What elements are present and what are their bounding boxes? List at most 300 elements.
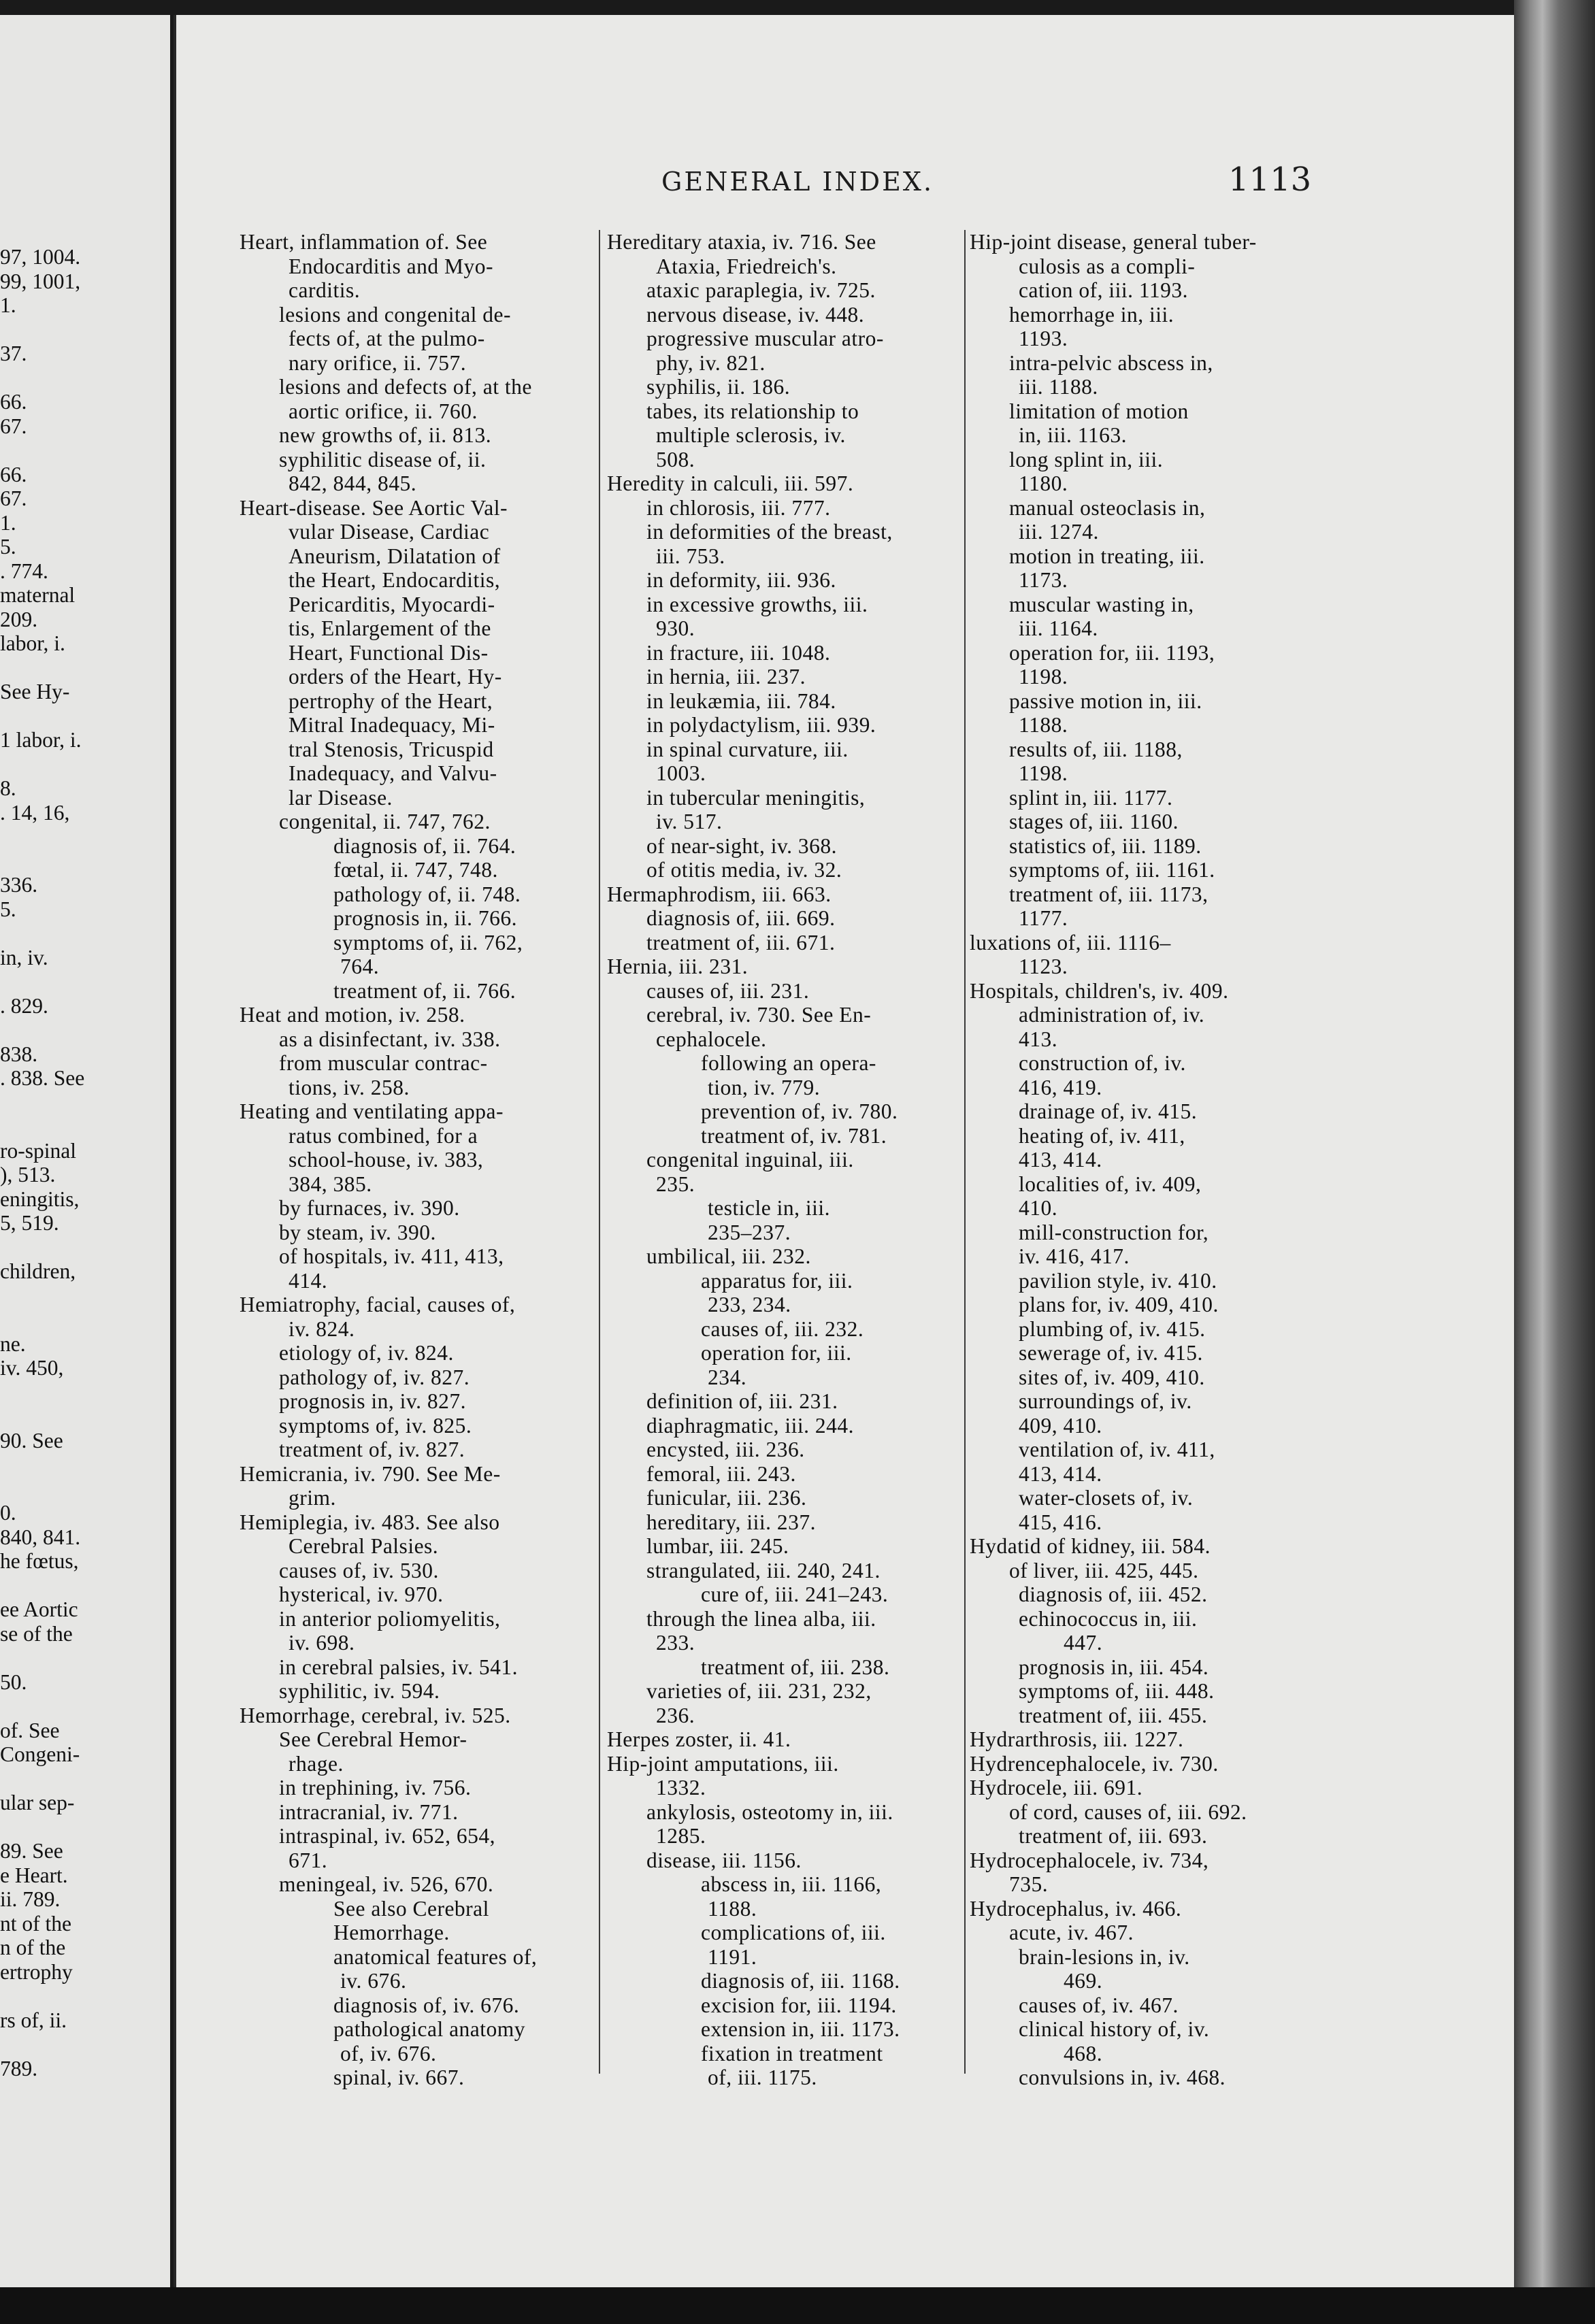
previous-page-fragment [0, 1235, 170, 1260]
previous-page-fragment: nt of the [0, 1911, 71, 1936]
index-entry-line: from muscular contrac- [279, 1051, 488, 1075]
previous-page-fragment [0, 1284, 170, 1308]
previous-page-fragment: 209. [0, 607, 38, 631]
previous-page-edge [0, 15, 170, 2287]
index-entry-line: as a disinfectant, iv. 338. [279, 1027, 501, 1051]
previous-page-fragment: 90. See [0, 1428, 63, 1452]
index-entry-line: treatment of, iii. 1173, [1009, 882, 1208, 906]
index-entry-line: Hip-joint amputations, iii. [607, 1751, 839, 1776]
index-entry-line: ataxic paraplegia, iv. 725. [646, 278, 876, 302]
index-entry-line: sewerage of, iv. 415. [1019, 1341, 1203, 1365]
previous-page-fragment [0, 656, 170, 680]
previous-page-fragment: 1 labor, i. [0, 728, 82, 752]
index-entry-line: aortic orifice, ii. 760. [289, 399, 478, 423]
previous-page-fragment [0, 704, 170, 729]
index-entry-line: meningeal, iv. 526, 670. [279, 1872, 494, 1896]
index-entry-line: anatomical features of, [333, 1944, 538, 1969]
previous-page-fragment: he fœtus, [0, 1549, 79, 1573]
index-entry-line: diagnosis of, iii. 669. [646, 906, 836, 930]
previous-page-fragment: 1. [0, 293, 16, 317]
previous-page-fragment [0, 1574, 170, 1598]
previous-page-fragment: se of the [0, 1621, 73, 1646]
index-entry-line: Herpes zoster, ii. 41. [607, 1727, 791, 1751]
index-entry-line: prognosis in, ii. 766. [333, 906, 518, 930]
previous-page-fragment: n of the [0, 1936, 66, 1959]
index-entry-line: vular Disease, Cardiac [289, 520, 490, 544]
index-entry-line: muscular wasting in, [1009, 592, 1194, 616]
index-entry-line: of otitis media, iv. 32. [646, 858, 842, 882]
index-entry-line: testicle in, iii. [708, 1196, 830, 1220]
previous-page-fragment: iv. 450, [0, 1356, 64, 1380]
previous-page-fragment [0, 849, 170, 874]
index-entry-line: 1188. [1019, 713, 1068, 737]
index-entry-line: iv. 698. [289, 1631, 355, 1655]
index-entry-line: Heart-disease. See Aortic Val- [240, 495, 508, 520]
previous-page-fragment [0, 1815, 170, 1840]
index-entry-line: 1177. [1019, 906, 1068, 930]
previous-page-fragment: of. See [0, 1718, 60, 1742]
index-entry-line: Hemicrania, iv. 790. See Me- [240, 1461, 501, 1486]
index-entry-line: splint in, iii. 1177. [1009, 785, 1173, 810]
index-entry-line: iv. 824. [289, 1316, 355, 1341]
index-column-1 [240, 230, 590, 2090]
index-entry-line: 1188. [708, 1896, 757, 1921]
index-entry-line: of hospitals, iv. 411, 413, [279, 1244, 504, 1268]
previous-page-fragment: 5, 519. [0, 1211, 59, 1235]
index-entry-line: disease, iii. 1156. [646, 1848, 802, 1872]
index-entry-line: intra-pelvic abscess in, [1009, 350, 1213, 375]
index-entry-line: tion, iv. 779. [708, 1075, 821, 1099]
index-entry-line: passive motion in, iii. [1009, 688, 1202, 713]
index-entry-line: 1198. [1019, 761, 1068, 785]
index-entry-line: 413. [1019, 1027, 1058, 1051]
index-entry-line: in deformities of the breast, [646, 520, 893, 544]
index-entry-line: 233. [656, 1631, 695, 1655]
index-entry-line: in excessive growths, iii. [646, 592, 868, 616]
index-entry-line: 235–237. [708, 1220, 791, 1244]
index-entry-line: 235. [656, 1172, 695, 1196]
index-entry-line: excision for, iii. 1194. [701, 1993, 897, 2017]
index-entry-line: congenital inguinal, iii. [646, 1148, 854, 1172]
index-entry-line: syphilitic disease of, ii. [279, 447, 487, 471]
index-entry-line: heating of, iv. 411, [1019, 1123, 1185, 1148]
index-entry-line: symptoms of, iii. 1161. [1009, 858, 1215, 882]
index-entry-line: iv. 416, 417. [1019, 1244, 1130, 1268]
index-entry-line: pertrophy of the Heart, [289, 688, 493, 713]
index-entry-line: Hip-joint disease, general tuber- [970, 230, 1257, 254]
previous-page-fragment [0, 1308, 170, 1332]
index-entry-line: pathological anatomy [333, 2017, 526, 2041]
index-entry-line: in fracture, iii. 1048. [646, 640, 831, 665]
index-entry-line: 1285. [656, 1824, 706, 1848]
index-entry-line: 234. [708, 1365, 747, 1389]
index-entry-line: Hospitals, children's, iv. 409. [970, 978, 1229, 1003]
index-entry-line: localities of, iv. 409, [1019, 1172, 1202, 1196]
index-entry-line: construction of, iv. [1019, 1051, 1186, 1075]
index-entry-line: convulsions in, iv. 468. [1019, 2065, 1226, 2089]
index-entry-line: new growths of, ii. 813. [279, 423, 492, 447]
index-entry-line: treatment of, iii. 238. [701, 1655, 890, 1679]
index-entry-line: plumbing of, iv. 415. [1019, 1316, 1206, 1341]
index-entry-line: Hemiplegia, iv. 483. See also [240, 1510, 500, 1534]
index-entry-line: funicular, iii. 236. [646, 1486, 807, 1510]
index-column-3 [970, 230, 1323, 2090]
index-entry-line: limitation of motion [1009, 399, 1189, 423]
index-entry-line: diagnosis of, iii. 452. [1019, 1582, 1208, 1606]
index-entry-line: by furnaces, iv. 390. [279, 1196, 460, 1220]
previous-page-fragment: rs of, ii. [0, 2008, 67, 2032]
index-entry-line: hereditary, iii. 237. [646, 1510, 817, 1534]
index-entry-line: treatment of, iii. 671. [646, 930, 836, 954]
previous-page-fragment: See Hy- [0, 680, 70, 703]
index-entry-line: 1193. [1019, 327, 1068, 350]
index-entry-line: of near-sight, iv. 368. [646, 833, 838, 858]
previous-page-fragment: ne. [0, 1331, 26, 1356]
index-entry-line: 764. [340, 954, 380, 978]
index-entry-line: Ataxia, Friedreich's. [656, 254, 837, 278]
previous-page-fragment: 336. [0, 873, 38, 897]
index-entry-line: progressive muscular atro- [646, 327, 884, 350]
index-entry-line: long splint in, iii. [1009, 447, 1164, 471]
index-entry-line: tions, iv. 258. [289, 1075, 410, 1099]
column-rule [964, 230, 966, 2074]
index-entry-line: acute, iv. 467. [1009, 1921, 1134, 1944]
index-entry-line: 409, 410. [1019, 1413, 1102, 1438]
previous-page-fragment: ii. 789. [0, 1887, 61, 1911]
index-entry-line: in hernia, iii. 237. [646, 665, 806, 688]
index-entry-line: in trephining, iv. 756. [279, 1776, 472, 1799]
previous-page-fragment [0, 1404, 170, 1429]
column-rule [599, 230, 600, 2074]
index-entry-line: Pericarditis, Myocardi- [289, 592, 495, 616]
index-entry-line: 233, 234. [708, 1293, 791, 1316]
previous-page-fragment [0, 1984, 170, 2008]
index-entry-line: etiology of, iv. 824. [279, 1341, 454, 1365]
previous-page-fragment [0, 1380, 170, 1405]
index-entry-line: encysted, iii. 236. [646, 1438, 805, 1461]
page-stack-edge [1514, 0, 1595, 2324]
index-entry-line: intraspinal, iv. 652, 654, [279, 1824, 496, 1848]
index-entry-line: symptoms of, ii. 762, [333, 930, 523, 954]
previous-page-fragment: 838. [0, 1042, 38, 1066]
previous-page-fragment [0, 1694, 170, 1719]
index-entry-line: 236. [656, 1703, 695, 1727]
index-entry-line: 414. [289, 1268, 328, 1293]
index-entry-line: rhage. [289, 1751, 344, 1776]
index-entry-line: extension in, iii. 1173. [701, 2017, 900, 2041]
index-entry-line: congenital, ii. 747, 762. [279, 810, 491, 833]
index-entry-line: definition of, iii. 231. [646, 1389, 838, 1413]
index-entry-line: Hereditary ataxia, iv. 716. See [607, 230, 876, 254]
index-entry-line: lar Disease. [289, 785, 393, 810]
index-entry-line: Inadequacy, and Valvu- [289, 761, 497, 785]
index-entry-line: of cord, causes of, iii. 692. [1009, 1799, 1247, 1824]
index-entry-line: cure of, iii. 241–243. [701, 1582, 889, 1606]
index-entry-line: 384, 385. [289, 1172, 372, 1196]
previous-page-fragment: 67. [0, 414, 27, 438]
index-entry-line: syphilis, ii. 186. [646, 375, 791, 399]
index-entry-line: iv. 676. [340, 1969, 407, 1993]
index-entry-line: femoral, iii. 243. [646, 1461, 796, 1486]
previous-page-fragment [0, 1767, 170, 1791]
scan-border [0, 2287, 1595, 2324]
index-entry-line: 735. [1009, 1872, 1049, 1896]
previous-page-fragment: 67. [0, 486, 27, 510]
index-entry-line: by steam, iv. 390. [279, 1220, 436, 1244]
index-entry-line: carditis. [289, 278, 361, 302]
index-entry-line: pavilion style, iv. 410. [1019, 1268, 1217, 1293]
index-entry-line: See Cerebral Hemor- [279, 1727, 467, 1751]
index-entry-line: fects of, at the pulmo- [289, 327, 485, 350]
index-entry-line: multiple sclerosis, iv. [656, 423, 846, 447]
index-entry-line: phy, iv. 821. [656, 350, 766, 375]
previous-page-fragment: Congeni- [0, 1742, 80, 1766]
index-entry-line: 671. [289, 1848, 328, 1872]
index-entry-line: the Heart, Endocarditis, [289, 568, 501, 592]
previous-page-fragment: 789. [0, 2056, 38, 2080]
index-entry-line: prognosis in, iv. 827. [279, 1389, 466, 1413]
index-entry-line: pathology of, ii. 748. [333, 882, 521, 906]
index-entry-line: 468. [1064, 2041, 1103, 2065]
index-entry-line: Hydrocephalocele, iv. 734, [970, 1848, 1209, 1872]
index-entry-line: Cerebral Palsies. [289, 1534, 439, 1558]
index-entry-line: ventilation of, iv. 411, [1019, 1438, 1215, 1461]
previous-page-fragment: 1. [0, 510, 16, 535]
index-entry-line: cation of, iii. 1193. [1019, 278, 1189, 302]
index-entry-line: prevention of, iv. 780. [701, 1099, 898, 1123]
index-entry-line: complications of, iii. [701, 1921, 886, 1944]
index-entry-line: iv. 517. [656, 810, 723, 833]
index-entry-line: of, iii. 1175. [708, 2065, 817, 2089]
index-entry-line: water-closets of, iv. [1019, 1486, 1194, 1510]
previous-page-fragment [0, 1477, 170, 1501]
index-entry-line: 416, 419. [1019, 1075, 1102, 1099]
previous-page-fragment [0, 366, 170, 391]
index-entry-line: cephalocele. [656, 1027, 767, 1051]
previous-page-fragment: ), 513. [0, 1163, 56, 1186]
previous-page-fragment [0, 969, 170, 994]
index-entry-line: 1173. [1019, 568, 1068, 592]
index-entry-line: diagnosis of, iii. 1168. [701, 1969, 900, 1993]
previous-page-fragment: 99, 1001, [0, 269, 81, 293]
index-entry-line: tabes, its relationship to [646, 399, 859, 423]
index-entry-line: administration of, iv. [1019, 1003, 1205, 1027]
index-entry-line: treatment of, ii. 766. [333, 978, 516, 1003]
index-entry-line: iii. 753. [656, 544, 725, 568]
previous-page-fragment [0, 438, 170, 463]
index-entry-line: 1191. [708, 1944, 757, 1969]
index-entry-line: operation for, iii. [701, 1341, 852, 1365]
previous-page-fragment: in, iv. [0, 945, 48, 969]
index-entry-line: iii. 1274. [1019, 520, 1099, 544]
previous-page-fragment: labor, i. [0, 631, 65, 655]
index-entry-line: 1332. [656, 1776, 706, 1799]
previous-page-fragment: 5. [0, 897, 16, 921]
index-entry-line: ratus combined, for a [289, 1123, 478, 1148]
previous-page-fragment [0, 1114, 170, 1139]
index-entry-line: stages of, iii. 1160. [1009, 810, 1179, 833]
previous-page-fragment: 37. [0, 342, 27, 365]
index-entry-line: Hydrarthrosis, iii. 1227. [970, 1727, 1184, 1751]
index-entry-line: treatment of, iv. 827. [279, 1438, 465, 1461]
index-entry-line: orders of the Heart, Hy- [289, 665, 502, 688]
index-entry-line: mill-construction for, [1019, 1220, 1209, 1244]
previous-page-fragment: e Heart. [0, 1863, 68, 1887]
index-entry-line: fixation in treatment [701, 2041, 883, 2065]
index-entry-line: brain-lesions in, iv. [1019, 1944, 1190, 1969]
previous-page-fragment: children, [0, 1259, 76, 1283]
index-entry-line: echinococcus in, iii. [1019, 1606, 1198, 1631]
index-entry-line: 1198. [1019, 665, 1068, 688]
index-entry-line: Heat and motion, iv. 258. [240, 1003, 465, 1027]
previous-page-fragment [0, 752, 170, 777]
index-entry-line: manual osteoclasis in, [1009, 495, 1206, 520]
index-entry-line: treatment of, iii. 455. [1019, 1703, 1208, 1727]
index-entry-line: Hydrocephalus, iv. 466. [970, 1896, 1182, 1921]
previous-page-fragment [0, 825, 170, 849]
index-entry-line: hysterical, iv. 970. [279, 1582, 444, 1606]
index-entry-line: diagnosis of, ii. 764. [333, 833, 516, 858]
index-entry-line: tis, Enlargement of the [289, 616, 491, 640]
index-entry-line: in deformity, iii. 936. [646, 568, 836, 592]
index-entry-line: hemorrhage in, iii. [1009, 302, 1174, 327]
index-entry-line: in leukæmia, iii. 784. [646, 688, 836, 713]
index-entry-line: 413, 414. [1019, 1461, 1102, 1486]
previous-page-fragment: 8. [0, 776, 16, 800]
previous-page-fragment [0, 1452, 170, 1477]
index-entry-line: sites of, iv. 409, 410. [1019, 1365, 1205, 1389]
index-entry-line: Heart, Functional Dis- [289, 640, 489, 665]
index-entry-line: Hermaphrodism, iii. 663. [607, 882, 832, 906]
previous-page-fragment: 0. [0, 1501, 16, 1525]
previous-page-fragment [0, 2032, 170, 2057]
previous-page-fragment: . 774. [0, 559, 48, 583]
index-entry-line: in cerebral palsies, iv. 541. [279, 1655, 518, 1679]
index-entry-line: treatment of, iii. 693. [1019, 1824, 1208, 1848]
index-entry-line: 1123. [1019, 954, 1068, 978]
previous-page-fragment: 50. [0, 1670, 27, 1694]
index-entry-line: motion in treating, iii. [1009, 544, 1205, 568]
index-entry-line: Endocarditis and Myo- [289, 254, 493, 278]
previous-page-fragment: ertrophy [0, 1959, 73, 1984]
index-entry-line: plans for, iv. 409, 410. [1019, 1293, 1219, 1316]
index-entry-line: 413, 414. [1019, 1148, 1102, 1172]
index-entry-line: Heart, inflammation of. See [240, 230, 488, 254]
index-entry-line: of, iv. 676. [340, 2041, 437, 2065]
index-entry-line: nary orifice, ii. 757. [289, 350, 467, 375]
index-entry-line: diagnosis of, iv. 676. [333, 1993, 520, 2017]
index-entry-line: See also Cerebral [333, 1896, 489, 1921]
previous-page-fragment: eningitis, [0, 1186, 80, 1211]
index-entry-line: treatment of, iv. 781. [701, 1123, 887, 1148]
previous-page-fragment [0, 318, 170, 342]
index-entry-line: in tubercular meningitis, [646, 785, 866, 810]
previous-page-fragment: . 838. See [0, 1066, 85, 1090]
index-entry-line: 930. [656, 616, 695, 640]
index-entry-line: Aneurism, Dilatation of [289, 544, 501, 568]
index-entry-line: symptoms of, iv. 825. [279, 1413, 472, 1438]
index-entry-line: through the linea alba, iii. [646, 1606, 876, 1631]
previous-page-fragment: ro-spinal [0, 1138, 76, 1163]
index-entry-line: spinal, iv. 667. [333, 2065, 465, 2089]
index-entry-line: Hydrencephalocele, iv. 730. [970, 1751, 1219, 1776]
index-entry-line: statistics of, iii. 1189. [1009, 833, 1202, 858]
index-entry-line: iii. 1188. [1019, 375, 1098, 399]
index-entry-line: Hemiatrophy, facial, causes of, [240, 1293, 516, 1316]
index-entry-line: causes of, iii. 231. [646, 978, 810, 1003]
previous-page-fragment: 97, 1004. [0, 245, 81, 269]
previous-page-fragment: 89. See [0, 1839, 63, 1863]
index-entry-line: 410. [1019, 1196, 1058, 1220]
index-entry-line: apparatus for, iii. [701, 1268, 853, 1293]
index-entry-line: in chlorosis, iii. 777. [646, 495, 831, 520]
previous-page-fragment [0, 1018, 170, 1042]
index-entry-line: cerebral, iv. 730. See En- [646, 1003, 872, 1027]
index-entry-line: Hernia, iii. 231. [607, 954, 749, 978]
previous-page-fragment: maternal [0, 583, 76, 607]
index-entry-line: 1003. [656, 761, 706, 785]
index-entry-line: Hemorrhage, cerebral, iv. 525. [240, 1703, 511, 1727]
index-entry-line: lesions and congenital de- [279, 302, 512, 327]
index-entry-line: Heredity in calculi, iii. 597. [607, 471, 854, 495]
index-entry-line: results of, iii. 1188, [1009, 737, 1183, 761]
index-entry-line: lumbar, iii. 245. [646, 1534, 789, 1558]
index-entry-line: abscess in, iii. 1166, [701, 1872, 882, 1896]
index-entry-line: syphilitic, iv. 594. [279, 1679, 440, 1703]
index-entry-line: operation for, iii. 1193, [1009, 640, 1215, 665]
previous-page-fragment: 66. [0, 462, 27, 486]
index-entry-line: 508. [656, 447, 695, 471]
previous-page-fragment: ular sep- [0, 1791, 75, 1814]
index-entry-line: strangulated, iii. 240, 241. [646, 1558, 881, 1582]
index-entry-line: luxations of, iii. 1116– [970, 930, 1171, 954]
index-entry-line: 447. [1064, 1631, 1103, 1655]
index-entry-line: in anterior poliomyelitis, [279, 1606, 501, 1631]
index-entry-line: varieties of, iii. 231, 232, [646, 1679, 872, 1703]
index-entry-line: in polydactylism, iii. 939. [646, 713, 876, 737]
index-entry-line: in, iii. 1163. [1019, 423, 1127, 447]
index-entry-line: 415, 416. [1019, 1510, 1102, 1534]
index-entry-line: ankylosis, osteotomy in, iii. [646, 1799, 893, 1824]
index-entry-line: Mitral Inadequacy, Mi- [289, 713, 495, 737]
index-entry-line: pathology of, iv. 827. [279, 1365, 470, 1389]
index-entry-line: fœtal, ii. 747, 748. [333, 858, 498, 882]
previous-page-fragment: ee Aortic [0, 1597, 78, 1621]
index-entry-line: 1180. [1019, 471, 1068, 495]
previous-page-fragment: . 829. [0, 993, 48, 1018]
index-entry-line: causes of, iv. 530. [279, 1558, 439, 1582]
index-entry-line: clinical history of, iv. [1019, 2017, 1210, 2041]
running-header: GENERAL INDEX. [661, 167, 934, 197]
index-entry-line: nervous disease, iv. 448. [646, 302, 865, 327]
index-entry-line: intracranial, iv. 771. [279, 1799, 459, 1824]
index-entry-line: of liver, iii. 425, 445. [1009, 1558, 1199, 1582]
previous-page-text [0, 245, 170, 2080]
index-entry-line: school-house, iv. 383, [289, 1148, 484, 1172]
index-entry-line: diaphragmatic, iii. 244. [646, 1413, 855, 1438]
index-column-2 [607, 230, 961, 2090]
index-entry-line: 842, 844, 845. [289, 471, 417, 495]
previous-page-fragment: . 14, 16, [0, 800, 70, 825]
index-entry-line: drainage of, iv. 415. [1019, 1099, 1198, 1123]
index-entry-line: causes of, iv. 467. [1019, 1993, 1179, 2017]
index-entry-line: iii. 1164. [1019, 616, 1098, 640]
index-entry-line: Hemorrhage. [333, 1921, 450, 1944]
index-entry-line: 469. [1064, 1969, 1103, 1993]
previous-page-fragment: 66. [0, 390, 27, 414]
index-entry-line: in spinal curvature, iii. [646, 737, 849, 761]
index-entry-line: grim. [289, 1486, 336, 1510]
